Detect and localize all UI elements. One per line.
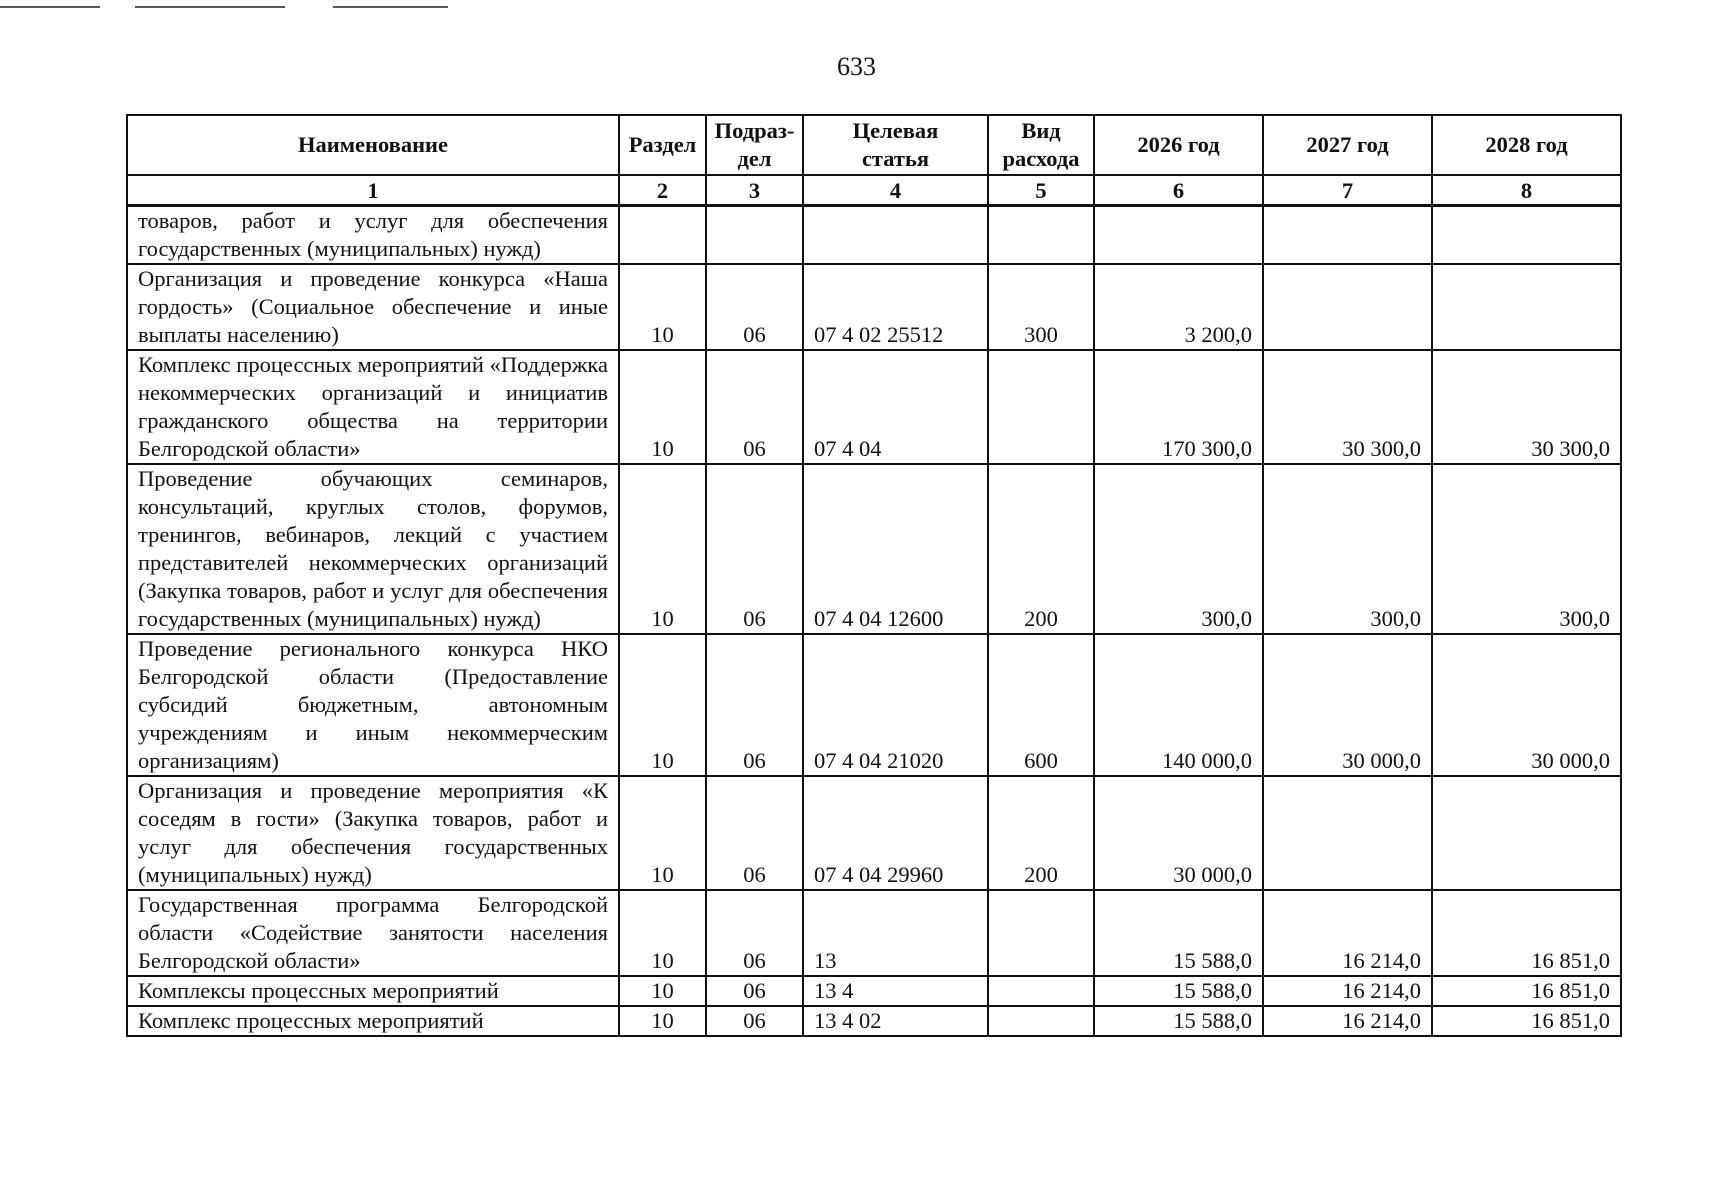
column-number: 7 bbox=[1263, 175, 1432, 206]
cell-razdel: 10 bbox=[619, 350, 706, 464]
cell-tselevaya: 13 4 02 bbox=[803, 1006, 988, 1036]
cell-tselevaya: 07 4 02 25512 bbox=[803, 264, 988, 350]
table-row bbox=[127, 976, 1621, 1006]
cell-podrazdel: 06 bbox=[706, 350, 803, 464]
cell-podrazdel: 06 bbox=[706, 890, 803, 976]
cell-razdel: 10 bbox=[619, 264, 706, 350]
column-number: 1 bbox=[127, 175, 619, 206]
cell-y2026 bbox=[1094, 206, 1263, 265]
cell-podrazdel: 06 bbox=[706, 264, 803, 350]
cell-name: Проведение регионального конкурса НКО Белгородской области (Предоставление субсидий бюджетным, автономным учреждениям и иным некоммерческим организациям) bbox=[127, 634, 619, 776]
table-row bbox=[127, 890, 1621, 976]
cell-razdel: 10 bbox=[619, 634, 706, 776]
header-razdel: Раздел bbox=[619, 115, 706, 175]
table-row bbox=[127, 264, 1621, 350]
budget-table bbox=[126, 114, 1622, 1037]
page-number: 633 bbox=[837, 52, 876, 81]
cell-tselevaya: 07 4 04 29960 bbox=[803, 776, 988, 890]
table-row bbox=[127, 1006, 1621, 1036]
cell-y2027 bbox=[1263, 776, 1432, 890]
cell-y2026: 300,0 bbox=[1094, 464, 1263, 634]
cell-podrazdel: 06 bbox=[706, 464, 803, 634]
column-number-row bbox=[127, 175, 1621, 206]
column-number: 5 bbox=[988, 175, 1094, 206]
cell-tselevaya: 07 4 04 21020 bbox=[803, 634, 988, 776]
header-2028: 2028 год bbox=[1432, 115, 1621, 175]
cell-podrazdel: 06 bbox=[706, 634, 803, 776]
cell-y2027 bbox=[1263, 206, 1432, 265]
cell-y2027: 30 300,0 bbox=[1263, 350, 1432, 464]
cell-y2026: 15 588,0 bbox=[1094, 1006, 1263, 1036]
cell-razdel: 10 bbox=[619, 976, 706, 1006]
cell-y2027: 30 000,0 bbox=[1263, 634, 1432, 776]
header-vid: Вид расхода bbox=[988, 115, 1094, 175]
cell-vid bbox=[988, 1006, 1094, 1036]
header-row bbox=[127, 115, 1621, 175]
table-row bbox=[127, 350, 1621, 464]
cell-y2026: 140 000,0 bbox=[1094, 634, 1263, 776]
cell-y2028 bbox=[1432, 264, 1621, 350]
cell-y2028: 30 300,0 bbox=[1432, 350, 1621, 464]
cell-vid bbox=[988, 976, 1094, 1006]
table-row bbox=[127, 776, 1621, 890]
cell-y2026: 30 000,0 bbox=[1094, 776, 1263, 890]
cell-tselevaya bbox=[803, 206, 988, 265]
cell-tselevaya: 07 4 04 bbox=[803, 350, 988, 464]
cell-y2027: 16 214,0 bbox=[1263, 890, 1432, 976]
table-row bbox=[127, 464, 1621, 634]
cell-razdel bbox=[619, 206, 706, 265]
table-row bbox=[127, 206, 1621, 265]
cell-y2027 bbox=[1263, 264, 1432, 350]
cell-y2028: 30 000,0 bbox=[1432, 634, 1621, 776]
column-number: 6 bbox=[1094, 175, 1263, 206]
cell-name: Комплекс процессных мероприятий bbox=[127, 1006, 619, 1036]
cell-y2027: 16 214,0 bbox=[1263, 976, 1432, 1006]
cell-y2028: 16 851,0 bbox=[1432, 1006, 1621, 1036]
cell-name: Организация и проведение мероприятия «К соседям в гости» (Закупка товаров, работ и услуг для обеспечения государственных (муниципальных) нужд) bbox=[127, 776, 619, 890]
cell-name: товаров, работ и услуг для обеспечения государственных (муниципальных) нужд) bbox=[127, 206, 619, 265]
cell-y2027: 16 214,0 bbox=[1263, 1006, 1432, 1036]
cell-y2026: 3 200,0 bbox=[1094, 264, 1263, 350]
cell-tselevaya: 13 bbox=[803, 890, 988, 976]
cell-name: Комплекс процессных мероприятий «Поддержка некоммерческих организаций и инициатив гражданского общества на территории Белгородской области» bbox=[127, 350, 619, 464]
cell-podrazdel: 06 bbox=[706, 776, 803, 890]
cell-name: Проведение обучающих семинаров, консультаций, круглых столов, форумов, тренингов, вебинаров, лекций с участием представителей некоммерческих организаций (Закупка товаров, работ и услуг для обеспечения государственных (муниципальных) нужд) bbox=[127, 464, 619, 634]
cell-vid bbox=[988, 350, 1094, 464]
cell-vid: 600 bbox=[988, 634, 1094, 776]
cell-podrazdel: 06 bbox=[706, 976, 803, 1006]
header-2026: 2026 год bbox=[1094, 115, 1263, 175]
cell-razdel: 10 bbox=[619, 464, 706, 634]
cell-y2027: 300,0 bbox=[1263, 464, 1432, 634]
cell-vid: 200 bbox=[988, 776, 1094, 890]
top-rule bbox=[135, 6, 285, 8]
cell-name: Организация и проведение конкурса «Наша гордость» (Социальное обеспечение и иные выплаты населению) bbox=[127, 264, 619, 350]
cell-razdel: 10 bbox=[619, 1006, 706, 1036]
column-number: 3 bbox=[706, 175, 803, 206]
cell-y2028 bbox=[1432, 776, 1621, 890]
cell-vid bbox=[988, 890, 1094, 976]
cell-y2026: 170 300,0 bbox=[1094, 350, 1263, 464]
cell-vid: 300 bbox=[988, 264, 1094, 350]
header-2027: 2027 год bbox=[1263, 115, 1432, 175]
cell-razdel: 10 bbox=[619, 776, 706, 890]
table-row bbox=[127, 634, 1621, 776]
cell-y2028: 16 851,0 bbox=[1432, 976, 1621, 1006]
top-rule bbox=[333, 6, 448, 8]
cell-y2026: 15 588,0 bbox=[1094, 890, 1263, 976]
cell-podrazdel bbox=[706, 206, 803, 265]
cell-tselevaya: 07 4 04 12600 bbox=[803, 464, 988, 634]
column-number: 8 bbox=[1432, 175, 1621, 206]
column-number: 4 bbox=[803, 175, 988, 206]
header-tselevaya: Целевая статья bbox=[803, 115, 988, 175]
cell-vid: 200 bbox=[988, 464, 1094, 634]
cell-razdel: 10 bbox=[619, 890, 706, 976]
cell-name: Государственная программа Белгородской области «Содействие занятости населения Белгородской области» bbox=[127, 890, 619, 976]
cell-y2028: 16 851,0 bbox=[1432, 890, 1621, 976]
cell-y2028 bbox=[1432, 206, 1621, 265]
header-podrazdel: Подраз- дел bbox=[706, 115, 803, 175]
column-number: 2 bbox=[619, 175, 706, 206]
cell-vid bbox=[988, 206, 1094, 265]
cell-podrazdel: 06 bbox=[706, 1006, 803, 1036]
header-name: Наименование bbox=[127, 115, 619, 175]
cell-y2028: 300,0 bbox=[1432, 464, 1621, 634]
cell-name: Комплексы процессных мероприятий bbox=[127, 976, 619, 1006]
cell-y2026: 15 588,0 bbox=[1094, 976, 1263, 1006]
cell-tselevaya: 13 4 bbox=[803, 976, 988, 1006]
top-rule bbox=[0, 6, 100, 8]
